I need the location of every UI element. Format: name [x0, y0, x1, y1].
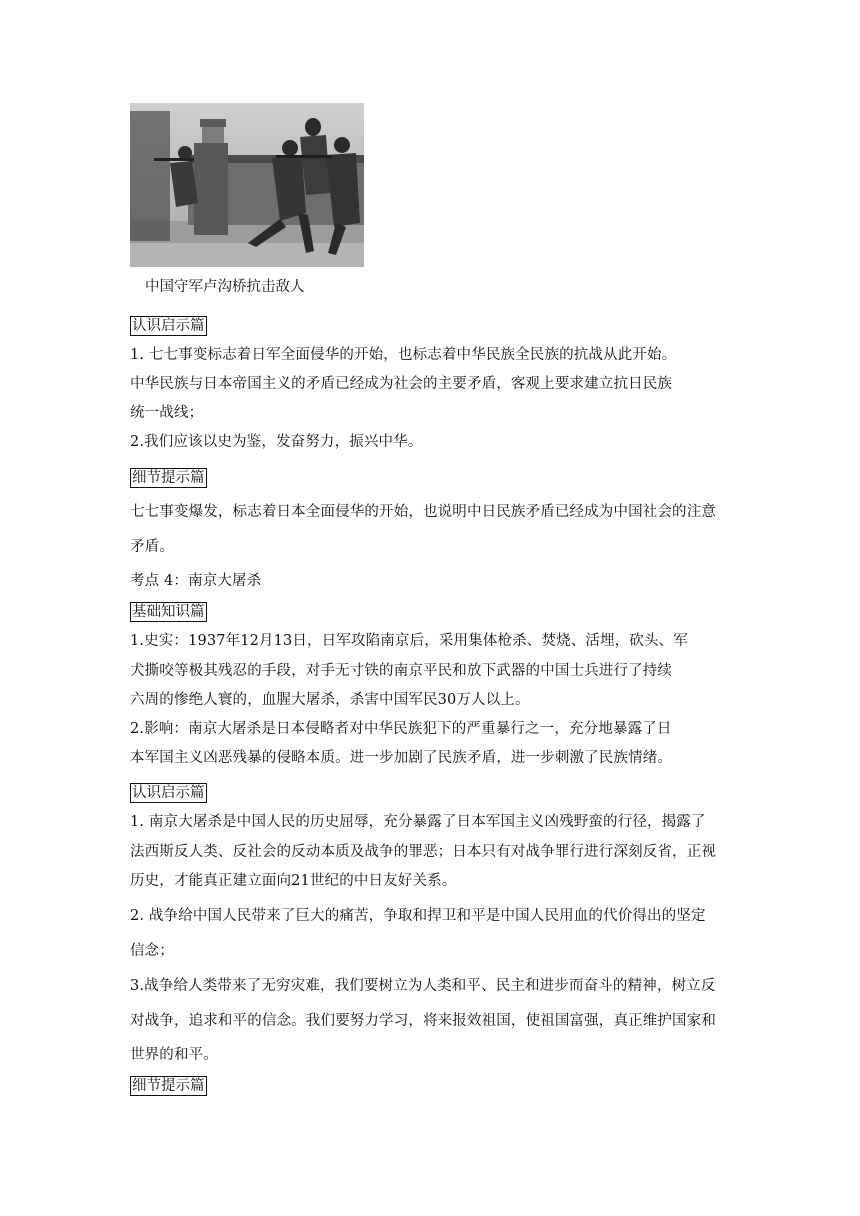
section-label-insight: 认识启示篇: [132, 785, 205, 801]
text-line: 统一战线；: [130, 405, 204, 421]
section-label-insight: 认识启示篇: [132, 318, 205, 334]
text-line: 1.史实：1937年12月13日，日军攻陷南京后，采用集体枪杀、焚烧、活埋，砍头、军: [130, 633, 688, 649]
text-line: 2.影响：南京大屠杀是日本侵略者对中华民族犯下的严重暴行之一，充分地暴露了日: [130, 721, 672, 737]
text-line: 3.战争给人类带来了无穷灾难，我们要树立为人类和平、民主和进步而奋斗的精神，树立反: [130, 978, 716, 994]
text-line: 信念；: [130, 943, 174, 959]
section-label-detail: 细节提示篇: [132, 1078, 205, 1094]
photo-caption: 中国守军卢沟桥抗击敌人: [145, 279, 305, 295]
text-line: 六周的惨绝人寰的，血腥大屠杀，杀害中国军民30万人以上。: [130, 692, 530, 708]
text-line: 矛盾。: [130, 539, 174, 555]
text-line: 1. 南京大屠杀是中国人民的历史屈辱，充分暴露了日本军国主义凶残野蛮的行径，揭露了: [130, 814, 706, 830]
text-line: 七七事变爆发，标志着日本全面侵华的开始，也说明中日民族矛盾已经成为中国社会的注意: [130, 504, 716, 520]
text-line: 历史，才能真正建立面向21世纪的中日友好关系。: [130, 873, 457, 889]
text-line: 2. 战争给中国人民带来了巨大的痛苦，争取和捍卫和平是中国人民用血的代价得出的坚定: [130, 908, 706, 924]
section-label-detail: 细节提示篇: [132, 470, 205, 486]
text-line: 对战争，追求和平的信念。我们要努力学习，将来报效祖国，使祖国富强，真正维护国家和: [130, 1013, 716, 1029]
historical-photo: [130, 103, 364, 267]
text-line: 本军国主义凶恶残暴的侵略本质。进一步加剧了民族矛盾，进一步刺激了民族情绪。: [130, 750, 673, 766]
text-line: 法西斯反人类、反社会的反动本质及战争的罪恶；日本只有对战争罪行进行深刻反省，正视: [130, 844, 716, 860]
text-line: 犬撕咬等极其残忍的手段，对手无寸铁的南京平民和放下武器的中国士兵进行了持续: [130, 663, 673, 679]
text-line: 世界的和平。: [130, 1047, 218, 1063]
text-line: 2.我们应该以史为鉴，发奋努力，振兴中华。: [130, 434, 423, 450]
topic-heading: 考点 4：南京大屠杀: [130, 573, 262, 589]
text-line: 中华民族与日本帝国主义的矛盾已经成为社会的主要矛盾，客观上要求建立抗日民族: [130, 376, 673, 392]
text-line: 1. 七七事变标志着日军全面侵华的开始，也标志着中华民族全民族的抗战从此开始。: [130, 347, 677, 363]
section-label-basics: 基础知识篇: [132, 604, 205, 620]
soldiers-at-bridge-image: [130, 103, 364, 267]
